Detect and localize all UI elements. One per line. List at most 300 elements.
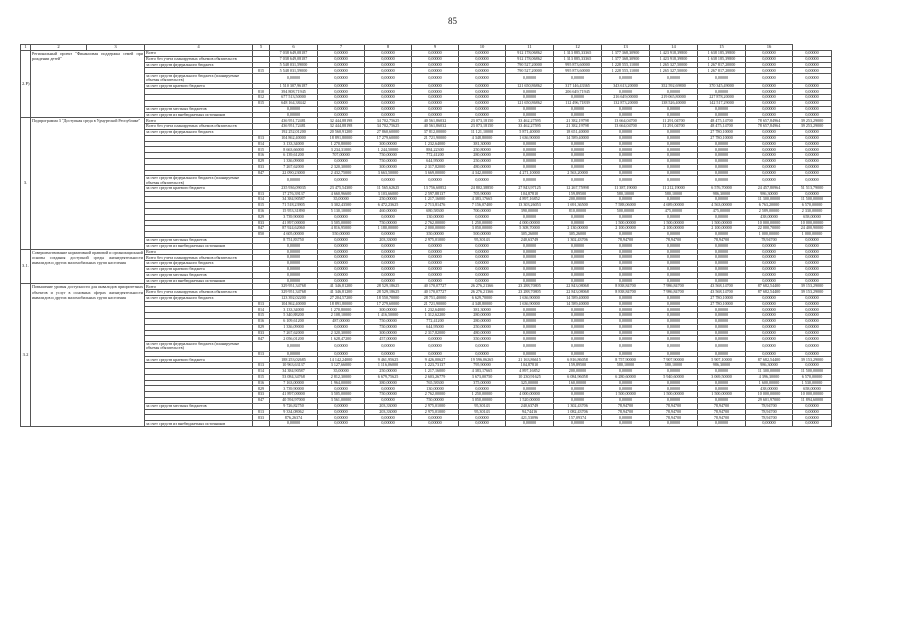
value-cell: 41 346,81200 — [318, 290, 365, 296]
value-cell: 0,00000 — [554, 330, 602, 336]
funding-source: Всего — [145, 118, 253, 124]
value-cell: 1 313 885,33365 — [554, 51, 602, 57]
value-cell: 1 636,90000 — [506, 295, 554, 301]
value-cell: 18 891,80000 — [318, 135, 365, 141]
value-cell: 0,00000 — [365, 415, 412, 421]
value-cell: 4 348,80000 — [459, 135, 506, 141]
value-cell: 0,00000 — [270, 74, 318, 83]
value-cell: 0,00000 — [412, 100, 459, 106]
value-cell: 0,00000 — [318, 83, 365, 89]
value-cell: 112 496,71839 — [554, 100, 602, 106]
value-cell: 550,00000 — [318, 232, 365, 238]
value-cell: 21 721,90000 — [412, 135, 459, 141]
value-cell: 765,58300 — [412, 380, 459, 386]
value-cell: 986,30000 — [746, 191, 793, 197]
value-cell: 436 951,72481 — [270, 118, 318, 124]
value-cell: 0,00000 — [650, 112, 698, 118]
value-cell: 0,00000 — [554, 398, 602, 404]
value-cell: 580,10000 — [602, 191, 650, 197]
value-cell: 0,00000 — [793, 51, 832, 57]
value-cell: 0,00000 — [698, 164, 746, 170]
funding-source: за счет средств местных бюджетов — [145, 237, 253, 243]
kbk-code: 815 — [253, 147, 270, 153]
value-cell: 0,00000 — [793, 403, 832, 409]
value-cell: 0,00000 — [698, 197, 746, 203]
value-cell: 4 271,10000 — [506, 170, 554, 176]
value-cell: 644,95000 — [412, 158, 459, 164]
value-cell: 95,30143 — [459, 403, 506, 409]
value-cell: 11 894,60000 — [793, 398, 832, 404]
value-cell: 5 340,88200 — [270, 313, 318, 319]
value-cell: 5 940,60000 — [650, 374, 698, 380]
funding-source: за счет средств федерального бюджета — [145, 295, 253, 301]
value-cell: 995 873,60000 — [554, 62, 602, 68]
value-cell: 0,00000 — [318, 89, 365, 95]
value-cell: 0,00000 — [602, 170, 650, 176]
value-cell: 2 320,30000 — [318, 330, 365, 336]
funding-source: Всего — [145, 284, 253, 290]
value-cell: 40 561,86032 — [412, 124, 459, 130]
value-cell: 884,22300 — [412, 147, 459, 153]
kbk-code: 829 — [253, 386, 270, 392]
header-cell: 2 — [31, 45, 87, 51]
value-cell: 0,00000 — [554, 243, 602, 249]
value-cell: 6 576,70000 — [698, 185, 746, 191]
value-cell: 350,00000 — [459, 336, 506, 342]
value-cell: 438,00000 — [746, 214, 793, 220]
value-cell: 0,00000 — [554, 153, 602, 159]
value-cell: 0,00000 — [746, 106, 793, 112]
value-cell: 0,00000 — [793, 68, 832, 74]
value-cell: 0,00000 — [650, 342, 698, 351]
value-cell: 2 056,01200 — [270, 336, 318, 342]
value-cell: 0,00000 — [698, 153, 746, 159]
value-cell: 138 526,40000 — [650, 100, 698, 106]
value-cell: 0,00000 — [554, 141, 602, 147]
value-cell: 0,00000 — [602, 342, 650, 351]
value-cell: 0,00000 — [698, 278, 746, 284]
value-cell: 235 936,09035 — [270, 185, 318, 191]
value-cell: 0,00000 — [318, 176, 365, 185]
value-cell: 0,00000 — [698, 272, 746, 278]
value-cell: 1 313 885,33365 — [554, 56, 602, 62]
value-cell: 0,00000 — [365, 68, 412, 74]
value-cell: 11 500,00000 — [793, 197, 832, 203]
value-cell: 0,00000 — [746, 112, 793, 118]
value-cell: 0,00000 — [746, 342, 793, 351]
value-cell: 0,00000 — [365, 243, 412, 249]
value-cell: 0,00000 — [270, 272, 318, 278]
value-cell: 0,00000 — [412, 351, 459, 357]
value-cell: 500,00000 — [459, 232, 506, 238]
value-cell: 216 649,00000 — [602, 95, 650, 101]
value-cell: 0,00000 — [506, 214, 554, 220]
value-cell: 0,00000 — [318, 237, 365, 243]
value-cell: 2 317,82000 — [412, 330, 459, 336]
value-cell: 22 000,70000 — [746, 226, 793, 232]
value-cell: 0,00000 — [554, 220, 602, 226]
value-cell: 0,00000 — [459, 415, 506, 421]
value-cell: 11 300,00000 — [746, 197, 793, 203]
value-cell: 0,00000 — [506, 342, 554, 351]
value-cell: 6 629,70000 — [459, 295, 506, 301]
value-cell: 10 963,63137 — [270, 363, 318, 369]
value-cell: 13 664,04700 — [602, 124, 650, 130]
value-cell: 0,00000 — [318, 342, 365, 351]
value-cell: 480,00000 — [459, 164, 506, 170]
value-cell: 329 951,34768 — [270, 290, 318, 296]
value-cell: 0,00000 — [746, 307, 793, 313]
value-cell: 4 383,17665 — [459, 197, 506, 203]
value-cell: 0,00000 — [412, 62, 459, 68]
value-cell: 0,00000 — [506, 255, 554, 261]
header-cell: 12 — [554, 45, 602, 51]
value-cell: 15 953,31890 — [270, 208, 318, 214]
value-cell: 0,00000 — [793, 164, 832, 170]
value-cell: 24 400,90000 — [793, 226, 832, 232]
value-cell: 250,00000 — [459, 324, 506, 330]
value-cell: 5 548 031,59000 — [270, 62, 318, 68]
value-cell: 0,00000 — [793, 307, 832, 313]
value-cell: 380,00000 — [365, 380, 412, 386]
value-cell: 39 253,29000 — [793, 118, 832, 124]
value-cell: 250,00000 — [365, 197, 412, 203]
value-cell: 0,00000 — [793, 191, 832, 197]
value-cell: 0,00000 — [318, 421, 365, 427]
value-cell: 0,00000 — [365, 95, 412, 101]
value-cell: 0,00000 — [412, 83, 459, 89]
value-cell: 0,00000 — [506, 243, 554, 249]
kbk-code: 847 — [253, 226, 270, 232]
value-cell: 0,00000 — [554, 261, 602, 267]
value-cell: 0,00000 — [554, 392, 602, 398]
value-cell: 0,00000 — [650, 421, 698, 427]
value-cell: 2 100,00000 — [650, 226, 698, 232]
kbk-code: 815 — [253, 68, 270, 74]
value-cell: 13 756,60852 — [412, 185, 459, 191]
value-cell: 34 384,90587 — [270, 197, 318, 203]
value-cell: 7 038 649,08187 — [270, 56, 318, 62]
value-cell: 0,00000 — [746, 176, 793, 185]
value-cell: 28 751,40000 — [412, 295, 459, 301]
value-cell: 4 660,96600 — [318, 191, 365, 197]
funding-source: Всего без учета планируемых объемов обязательств — [145, 290, 253, 296]
value-cell: 1 510 307,96187 — [270, 83, 318, 89]
funding-source: Всего без учета планируемых объемов обязательств — [145, 255, 253, 261]
value-cell: 0,00000 — [412, 56, 459, 62]
value-cell: 0,00000 — [793, 243, 832, 249]
value-cell: 160,00000 — [554, 380, 602, 386]
value-cell: 0,00000 — [602, 301, 650, 307]
value-cell: 0,00000 — [793, 351, 832, 357]
kbk-code — [253, 176, 270, 185]
value-cell: 121 650,86862 — [506, 83, 554, 89]
value-cell: 0,00000 — [412, 68, 459, 74]
value-cell: 78,94700 — [698, 409, 746, 415]
value-cell: 0,00000 — [793, 272, 832, 278]
value-cell: 0,00000 — [650, 74, 698, 83]
value-cell: 0,00000 — [793, 153, 832, 159]
value-cell: 3 673,00750 — [459, 374, 506, 380]
value-cell: 6 139,61200 — [270, 153, 318, 159]
value-cell: 0,00000 — [793, 421, 832, 427]
value-cell: 104 862,40000 — [270, 135, 318, 141]
funding-source: Всего — [145, 51, 253, 57]
value-cell: 4 348,80000 — [459, 301, 506, 307]
value-cell: 0,00000 — [318, 351, 365, 357]
value-cell: 0,00000 — [318, 158, 365, 164]
value-cell: 0,00000 — [412, 272, 459, 278]
value-cell: 0,00000 — [270, 261, 318, 267]
value-cell: 7 267,62000 — [270, 330, 318, 336]
value-cell: 240,63749 — [506, 237, 554, 243]
kbk-code: 812 — [253, 95, 270, 101]
value-cell: 27 860,60000 — [365, 129, 412, 135]
value-cell: 1 265 327,50000 — [650, 62, 698, 68]
value-cell: 0,00000 — [698, 342, 746, 351]
value-cell: 0,00000 — [602, 147, 650, 153]
value-cell: 480,00000 — [459, 330, 506, 336]
funding-source: за счет средств из внебюджетных источников — [145, 421, 253, 427]
value-cell: 39 153,29000 — [793, 290, 832, 296]
value-cell: 0,00000 — [746, 330, 793, 336]
value-cell: 142 517,29000 — [698, 100, 746, 106]
value-cell: 29 601,97000 — [746, 398, 793, 404]
value-cell: 0,00000 — [746, 100, 793, 106]
value-cell: 0,00000 — [459, 95, 506, 101]
value-cell: 0,00000 — [746, 336, 793, 342]
value-cell: 0,00000 — [412, 342, 459, 351]
value-cell: 580,10000 — [650, 363, 698, 369]
value-cell: 3 561,00000 — [318, 398, 365, 404]
value-cell: 27 843,97125 — [506, 185, 554, 191]
value-cell: 2 975,01000 — [412, 403, 459, 409]
value-cell: 9 726,82750 — [270, 403, 318, 409]
value-cell: 1 267 817,20000 — [698, 62, 746, 68]
value-cell: 78 657,84964 — [746, 124, 793, 130]
value-cell: 0,00000 — [650, 243, 698, 249]
header-cell: 14 — [650, 45, 698, 51]
value-cell: 0,00000 — [698, 141, 746, 147]
value-cell: 0,00000 — [602, 330, 650, 336]
value-cell: 0,00000 — [506, 330, 554, 336]
kbk-code: 833 — [253, 164, 270, 170]
value-cell: 6 679,75625 — [365, 374, 412, 380]
kbk-code: 814 — [253, 369, 270, 375]
value-cell: 6 084,96058 — [554, 374, 602, 380]
value-cell: 0,00000 — [554, 164, 602, 170]
value-cell: 250,00000 — [365, 369, 412, 375]
program-name: Региональный проект "Финансовая поддержка семей при рождении детей" — [31, 51, 145, 118]
value-cell: 4 897,16852 — [506, 369, 554, 375]
value-cell: 0,00000 — [318, 243, 365, 249]
value-cell: 78 657,84964 — [746, 118, 793, 124]
value-cell: 0,00000 — [746, 68, 793, 74]
value-cell: 0,00000 — [650, 106, 698, 112]
value-cell: 2 812,30000 — [318, 374, 365, 380]
value-cell: 0,00000 — [365, 278, 412, 284]
value-cell: 0,00000 — [650, 129, 698, 135]
value-cell: 0,00000 — [602, 313, 650, 319]
value-cell: 157,09374 — [554, 415, 602, 421]
value-cell: 0,00000 — [746, 261, 793, 267]
value-cell: 0,00000 — [506, 313, 554, 319]
header-cell: 13 — [602, 45, 650, 51]
value-cell: 0,00000 — [698, 398, 746, 404]
value-cell: 227 878,20000 — [698, 95, 746, 101]
value-cell: 0,00000 — [698, 176, 746, 185]
value-cell: 0,00000 — [506, 74, 554, 83]
value-cell: 0,00000 — [602, 278, 650, 284]
value-cell: 750,00000 — [365, 153, 412, 159]
value-cell: 1 520,00000 — [506, 398, 554, 404]
value-cell: 2 130,00000 — [554, 226, 602, 232]
value-cell: 22 843,08068 — [554, 284, 602, 290]
value-cell: 0,00000 — [793, 301, 832, 307]
value-cell: 6 109,61200 — [270, 319, 318, 325]
value-cell: 26 276,21366 — [459, 284, 506, 290]
value-cell: 0,00000 — [746, 266, 793, 272]
value-cell: 7 163,00000 — [270, 380, 318, 386]
value-cell: 0,00000 — [270, 243, 318, 249]
value-cell: 0,00000 — [365, 232, 412, 238]
value-cell: 300,00000 — [365, 164, 412, 170]
value-cell: 41 897,00000 — [270, 392, 318, 398]
value-cell: 0,00000 — [459, 249, 506, 255]
value-cell: 78,94700 — [650, 409, 698, 415]
value-cell: 750,00000 — [365, 158, 412, 164]
kbk-code: 829 — [253, 158, 270, 164]
value-cell: 0,00000 — [746, 153, 793, 159]
value-cell: 750,00000 — [365, 220, 412, 226]
value-cell: 1 500,00000 — [650, 392, 698, 398]
value-cell: 0,00000 — [746, 272, 793, 278]
value-cell: 8 663,66000 — [270, 147, 318, 153]
kbk-code: 815 — [253, 203, 270, 209]
kbk-code: 813 — [253, 363, 270, 369]
value-cell: 0,00000 — [459, 100, 506, 106]
value-cell: 43 568,14700 — [698, 290, 746, 296]
value-cell: 1 217,16000 — [412, 197, 459, 203]
value-cell: 1 636,90000 — [506, 135, 554, 141]
value-cell: 0,00000 — [793, 74, 832, 83]
value-cell: 0,00000 — [602, 369, 650, 375]
value-cell: 78,94700 — [746, 415, 793, 421]
value-cell: 772,41200 — [412, 153, 459, 159]
value-cell: 500,00000 — [602, 208, 650, 214]
value-cell: 0,00000 — [270, 351, 318, 357]
value-cell: 0,00000 — [746, 255, 793, 261]
value-cell: 14 589,40000 — [554, 295, 602, 301]
value-cell: 343 613,20000 — [602, 83, 650, 89]
value-cell: 4 563,00000 — [698, 203, 746, 209]
value-cell: 4 383,17665 — [459, 369, 506, 375]
value-cell: 3 050,00000 — [459, 398, 506, 404]
value-cell: 0,00000 — [698, 106, 746, 112]
value-cell: 40 170,07727 — [412, 284, 459, 290]
value-cell: 20 560,91200 — [318, 129, 365, 135]
value-cell: 3 663,50000 — [365, 170, 412, 176]
value-cell: 0,00000 — [650, 351, 698, 357]
value-cell: 381,30000 — [459, 307, 506, 313]
value-cell: 705,90000 — [459, 191, 506, 197]
value-cell: 0,00000 — [698, 214, 746, 220]
value-cell: 0,00000 — [459, 342, 506, 351]
value-cell: 0,00000 — [554, 249, 602, 255]
value-cell: 0,00000 — [650, 170, 698, 176]
value-cell: 0,00000 — [554, 319, 602, 325]
value-cell: 0,00000 — [793, 342, 832, 351]
value-cell: 78,94700 — [746, 409, 793, 415]
value-cell: 0,00000 — [554, 176, 602, 185]
value-cell: 0,00000 — [746, 141, 793, 147]
kbk-code: 833 — [253, 415, 270, 421]
value-cell: 0,00000 — [365, 421, 412, 427]
funding-source: за счет средств федерального бюджета (планируемые объемы обязательств) — [145, 74, 253, 83]
program-name: Повышение уровня доступности для инвалидов приоритетных объектов и услуг в основных сферах жизнедеятельности инвалидов и других маломобильных групп населения — [31, 284, 145, 427]
value-cell: 790 527,20000 — [506, 62, 554, 68]
value-cell: 0,00000 — [412, 243, 459, 249]
value-cell: 33 462,27595 — [506, 124, 554, 130]
value-cell: 2 000,00000 — [412, 226, 459, 232]
value-cell: 1 244,50000 — [365, 147, 412, 153]
value-cell: 0,00000 — [602, 398, 650, 404]
value-cell: 1 302,43706 — [554, 403, 602, 409]
value-cell: 0,00000 — [365, 100, 412, 106]
value-cell: 0,00000 — [698, 313, 746, 319]
kbk-code: 813 — [253, 191, 270, 197]
value-cell: 0,00000 — [318, 62, 365, 68]
value-cell: 78,94700 — [698, 237, 746, 243]
value-cell: 0,00000 — [650, 135, 698, 141]
header-cell: 3 — [87, 45, 145, 51]
value-cell: 0,00000 — [554, 272, 602, 278]
value-cell: 0,00000 — [746, 351, 793, 357]
value-cell: 0,00000 — [412, 106, 459, 112]
value-cell: 0,00000 — [554, 307, 602, 313]
value-cell: 3 069,50000 — [698, 374, 746, 380]
value-cell: 1 500,00000 — [698, 392, 746, 398]
value-cell: 658,00000 — [793, 386, 832, 392]
value-cell: 78,94700 — [698, 415, 746, 421]
value-cell: 1 082,43706 — [554, 409, 602, 415]
value-cell: 27 204,57200 — [318, 295, 365, 301]
value-cell: 0,00000 — [698, 319, 746, 325]
value-cell: 325,00000 — [506, 380, 554, 386]
value-cell: 750,00000 — [365, 324, 412, 330]
value-cell: 0,00000 — [270, 112, 318, 118]
value-cell: 0,00000 — [602, 295, 650, 301]
value-cell: 1 377 368,30900 — [602, 51, 650, 57]
value-cell: 0,00000 — [270, 106, 318, 112]
value-cell: 0,00000 — [793, 336, 832, 342]
value-cell: 280,00000 — [459, 313, 506, 319]
value-cell: 644,95000 — [412, 324, 459, 330]
value-cell: 159,89500 — [554, 363, 602, 369]
header-cell: 5 — [253, 45, 270, 51]
value-cell: 7 267,62000 — [270, 164, 318, 170]
value-cell: 5 308,70000 — [506, 226, 554, 232]
value-cell: 0,00000 — [793, 319, 832, 325]
value-cell: 0,00000 — [650, 214, 698, 220]
kbk-code: 816 — [253, 208, 270, 214]
value-cell: 0,00000 — [412, 112, 459, 118]
value-cell: 0,00000 — [602, 255, 650, 261]
value-cell: 0,00000 — [506, 89, 554, 95]
value-cell: 1 423 918,39800 — [650, 56, 698, 62]
value-cell: 0,00000 — [602, 153, 650, 159]
value-cell: 750,00000 — [365, 319, 412, 325]
